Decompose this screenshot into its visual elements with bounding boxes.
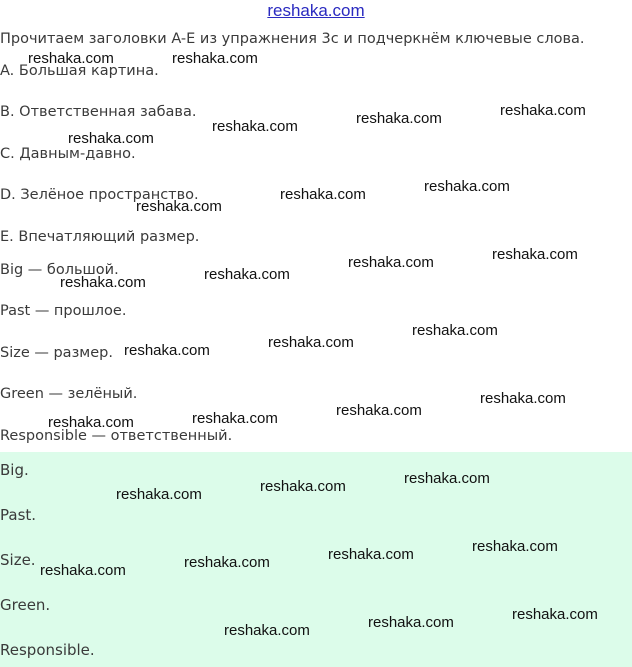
- watermark: reshaka.com: [512, 606, 598, 623]
- vocab-big: Big — большой.: [0, 262, 119, 278]
- vocab-responsible: Responsible — ответственный.: [0, 428, 233, 444]
- heading-d: D. Зелёное пространство.: [0, 187, 199, 203]
- watermark: reshaka.com: [260, 478, 346, 495]
- vocab-past: Past — прошлое.: [0, 303, 127, 319]
- watermark: reshaka.com: [28, 50, 114, 67]
- watermark: reshaka.com: [172, 50, 258, 67]
- vocab-green: Green — зелёный.: [0, 386, 138, 402]
- watermark: reshaka.com: [368, 614, 454, 631]
- heading-a: A. Большая картина.: [0, 63, 159, 79]
- answer-past: Past.: [0, 506, 37, 524]
- watermark: reshaka.com: [212, 118, 298, 135]
- watermark: reshaka.com: [424, 178, 510, 195]
- watermark: reshaka.com: [328, 546, 414, 563]
- watermark: reshaka.com: [280, 186, 366, 203]
- watermark: reshaka.com: [184, 554, 270, 571]
- answer-green: Green.: [0, 596, 51, 614]
- watermark: reshaka.com: [224, 622, 310, 639]
- watermark: reshaka.com: [472, 538, 558, 555]
- heading-c: C. Давным-давно.: [0, 146, 136, 162]
- watermark: reshaka.com: [48, 414, 134, 431]
- answer-big: Big.: [0, 461, 29, 479]
- watermark: reshaka.com: [116, 486, 202, 503]
- watermark: reshaka.com: [60, 274, 146, 291]
- watermark: reshaka.com: [204, 266, 290, 283]
- watermark: reshaka.com: [480, 390, 566, 407]
- watermark: reshaka.com: [500, 102, 586, 119]
- site-link[interactable]: reshaka.com: [267, 1, 365, 20]
- watermark: reshaka.com: [348, 254, 434, 271]
- site-header: [0, 0, 632, 26]
- watermark: reshaka.com: [68, 130, 154, 147]
- watermark: reshaka.com: [336, 402, 422, 419]
- watermark: reshaka.com: [192, 410, 278, 427]
- vocab-size: Size — размер.: [0, 345, 113, 361]
- watermark: reshaka.com: [268, 334, 354, 351]
- watermark: reshaka.com: [136, 198, 222, 215]
- watermark: reshaka.com: [412, 322, 498, 339]
- heading-e: E. Впечатляющий размер.: [0, 229, 200, 245]
- watermark: reshaka.com: [124, 342, 210, 359]
- watermark: reshaka.com: [40, 562, 126, 579]
- heading-b: B. Ответственная забава.: [0, 104, 197, 120]
- answer-responsible: Responsible.: [0, 641, 95, 659]
- instruction-text: Прочитаем заголовки A-E из упражнения 3c и подчеркнём ключевые слова.: [0, 31, 585, 47]
- watermark: reshaka.com: [404, 470, 490, 487]
- watermark: reshaka.com: [492, 246, 578, 263]
- answer-size: Size.: [0, 551, 36, 569]
- watermark: reshaka.com: [356, 110, 442, 127]
